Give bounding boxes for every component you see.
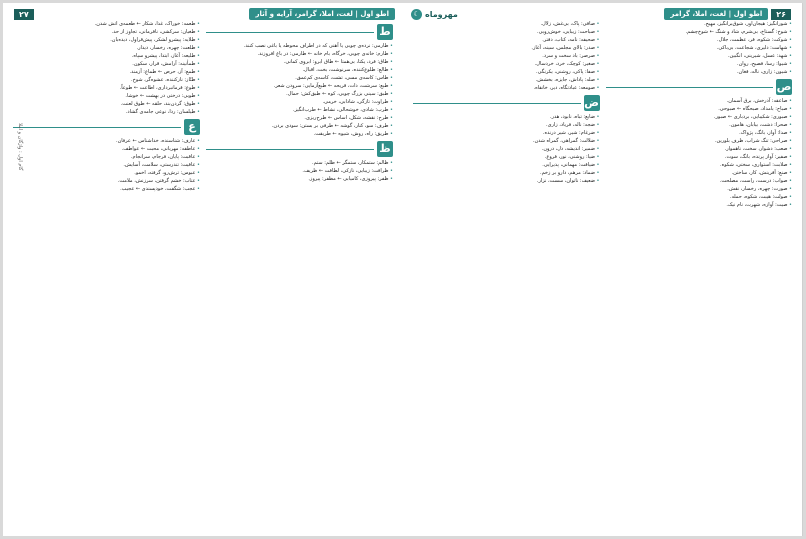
vocab-entry: • طارمی: نرده‌ی چوبی یا آهنی که در اطراف محوطه یا باغی نصب کنند. [206, 43, 393, 50]
section-letter-ta: ط [377, 24, 393, 40]
right-col-1 [206, 21, 393, 530]
left-page-header [411, 7, 794, 21]
vocab-entry: • طلایه: پیشرو لشکر، پیش‌قراول، دیده‌بان. [13, 37, 200, 44]
vocab-entry: • شوخ: گستاخ، بی‌شرم، شاد و شنگ ← شوخ‌چشم. [606, 29, 793, 36]
right-page [3, 3, 403, 536]
vocab-entry: • طرب: شادی، خوشحالی، نشاط ← طرب‌انگیز. [206, 107, 393, 114]
vocab-entry: • شیون: زاری، ناله، فغان. [606, 69, 793, 76]
vocab-entry: • صباحت: زیبایی، خوش‌رویی. [413, 29, 600, 36]
right-columns [13, 21, 393, 530]
vocab-entry: • ضعیف: ناتوان، سست، نزار. [413, 178, 600, 185]
vocab-entry: • شورانگیز: هیجان‌آور، شوق‌برانگیز، مهیج. [606, 21, 793, 28]
vocab-entry: • عتاب: خشم گرفتن، سرزنش، ملامت. [13, 178, 200, 185]
section-header-eyn [13, 119, 200, 135]
vocab-entry: • عبوس: ترش‌رو، گرفته، اخمو. [13, 170, 200, 177]
vocab-entry: • طمع: آز، حرص ← طماع: آزمند. [13, 69, 200, 76]
vocab-entry: • شهامت: دلیری، شجاعت، بی‌باکی. [606, 45, 793, 52]
left-col-1 [606, 21, 793, 530]
entry-list-sh [606, 21, 793, 76]
section-header-ta [206, 24, 393, 40]
vocab-entry: • عجب: شگفت، خودپسندی ← عجیب. [13, 186, 200, 193]
vocab-entry: • صفا: پاکی، روشنی، یکرنگی. [413, 69, 600, 76]
section-rule [13, 127, 181, 128]
vocab-entry: • صواب: درست، راست، مصلحت. [606, 178, 793, 185]
vocab-entry: • طالع: طلوع‌کننده، سرنوشت، بخت، اقبال. [206, 67, 393, 74]
vocab-entry: • صافی: پاک، بی‌غش، زلال. [413, 21, 600, 28]
right-sidenote: گام اول : واژگان و املا [17, 123, 23, 171]
vocab-entry: • طارم: خانه‌ی چوبی، خرگاه، بام خانه ← طارمی: در باغ افروزند. [206, 51, 393, 58]
vocab-entry: • صولت: هیبت، شکوه، حمله. [606, 194, 793, 201]
vocab-entry: • عاطفه: مهربانی، محبت ← عواطف. [13, 146, 200, 153]
vocab-entry: • طنّاز: نازکننده، عشوه‌گر، شوخ. [13, 77, 200, 84]
left-page-number: ۲۶ [771, 9, 791, 20]
section-letter-eyn: ع [184, 119, 200, 135]
brand-logo [411, 9, 458, 20]
entry-list-ta-2 [13, 21, 200, 116]
entry-list-za [206, 160, 393, 183]
section-letter-za: ظ [377, 141, 393, 157]
vocab-entry: • صاعقه: آذرخش، برق آسمان. [606, 98, 793, 105]
left-header-title: اطو اول | لغت، املا، گرامر [664, 8, 768, 20]
vocab-entry: • طوبی: درختی در بهشت ← خوشا. [13, 93, 200, 100]
vocab-entry: • صفیر: آواز پرنده، بانگ، سوت. [606, 154, 793, 161]
vocab-entry: • صراحی: تنگ شراب، ظرف بلورین. [606, 138, 793, 145]
vocab-entry: • صیت: آوازه، شهرت، نام نیک. [606, 202, 793, 209]
entry-list-ta-1 [206, 43, 393, 138]
section-header-sad [606, 79, 793, 95]
vocab-entry: • شهد: عسل، شیرینی، انگبین. [606, 53, 793, 60]
book-spread [3, 3, 803, 536]
vocab-entry: • طلیعه: آغاز، ابتدا، پیشرو سپاه. [13, 53, 200, 60]
vocab-entry: • طغیان: سرکشی، نافرمانی، تجاوز از حد. [13, 29, 200, 36]
vocab-entry: • طیلسان: ردا، نوعی جامه‌ی گشاد. [13, 109, 200, 116]
vocab-entry: • طرف: سو، کنار، گوشه ← طرفی بر بستن: سودی بردن. [206, 123, 393, 130]
vocab-entry: • طاس: کاسه‌ی مسی، تشت، کاسه‌ی کم‌عمق. [206, 75, 393, 82]
vocab-entry: • صبوری: شکیبایی، بردباری ← صبور. [606, 114, 793, 121]
vocab-entry: • صورت: چهره، رخسار، نقش. [606, 186, 793, 193]
vocab-entry: • ضیافت: مهمانی، پذیرایی. [413, 162, 600, 169]
vocab-entry: • صله: پاداش، جایزه، بخشش. [413, 77, 600, 84]
left-page [403, 3, 803, 536]
vocab-entry: • طبق: سینی بزرگ چوبی، کوه ← طبق‌کش: حمال. [206, 91, 393, 98]
vocab-entry: • صرصر: باد سخت و سرد. [413, 53, 600, 60]
section-rule [206, 149, 374, 150]
vocab-entry: • طاق: فرد، یکتا، بی‌همتا ← طاق ابرو: ابروی کمانی. [206, 59, 393, 66]
vocab-entry: • صدر: بالای مجلس، سینه، آغاز. [413, 45, 600, 52]
vocab-entry: • صحیفه: نامه، کتاب، دفتر. [413, 37, 600, 44]
vocab-entry: • طلعت: چهره، رخسار، دیدار. [13, 45, 200, 52]
vocab-entry: • شوکت: شکوه، فر، عظمت، جلال. [606, 37, 793, 44]
vocab-entry: • ضایع: تباه، نابود، هدر. [413, 114, 600, 121]
vocab-entry: • طریق: راه، روش، شیوه ← طریقت. [206, 131, 393, 138]
vocab-entry: • صنع: آفرینش، کار، ساختن. [606, 170, 793, 177]
vocab-entry: • صدا: آواز، بانگ، پژواک. [606, 130, 793, 137]
vocab-entry: • شیوا: رسا، فصیح، روان. [606, 61, 793, 68]
right-page-header [11, 7, 395, 21]
vocab-entry: • صعب: دشوار، سخت، ناهموار. [606, 146, 793, 153]
vocab-entry: • طمأنینه: آرامش، قرار، سکون. [13, 61, 200, 68]
vocab-entry: • عارف: شناسنده، خداشناس ← عرفان. [13, 138, 200, 145]
vocab-entry: • طبع: سرشت، ذات، قریحه ← طبع‌آزمایی: سرودن شعر. [206, 83, 393, 90]
section-rule [606, 87, 774, 88]
vocab-entry: • صلابت: استواری، سختی، شکوه. [606, 162, 793, 169]
section-letter-sad: ص [776, 80, 792, 94]
vocab-entry: • طوع: فرمانبرداری، اطاعت ← طوعاً. [13, 85, 200, 92]
vocab-entry: • طراوت: تازگی، شادابی، خرمی. [206, 99, 393, 106]
vocab-entry: • صباح: بامداد، صبحگاه ← صبوحی. [606, 106, 793, 113]
section-header-zad [413, 95, 600, 111]
moon-icon: ☾ [411, 9, 422, 20]
entry-list-eyn [13, 138, 200, 193]
right-header-title: اطو اول | لغت، املا، گرامر، آرایه و آثار [249, 8, 395, 20]
vocab-entry: • ظفر: پیروزی، کامیابی ← مظفر: پیروز. [206, 176, 393, 183]
right-col-2 [13, 21, 200, 530]
vocab-entry: • ظرافت: زیبایی، نازکی، لطافت ← ظریف. [206, 168, 393, 175]
vocab-entry: • ظالم: ستمکار، ستمگر ← ظلم: ستم. [206, 160, 393, 167]
vocab-entry: • طرح: نقشه، شکل، اساس ← طرح‌ریزی. [206, 115, 393, 122]
section-rule [206, 32, 374, 33]
vocab-entry: • عافیت: تندرستی، سلامت، آسایش. [13, 162, 200, 169]
left-col-2 [413, 21, 600, 530]
entry-list-sad-1 [606, 98, 793, 209]
vocab-entry: • ضماد: مرهم، دارو بر زخم. [413, 170, 600, 177]
entry-list-sad-2 [413, 21, 600, 92]
vocab-entry: • عاقبت: پایان، فرجام، سرانجام. [13, 154, 200, 161]
right-page-number: ۲۷ [14, 9, 34, 20]
left-columns [413, 21, 792, 530]
vocab-entry: • طعمه: خوراک، غذا، شکار ← طعمه‌ی آتش شدن. [13, 21, 200, 28]
vocab-entry: • ضرغام: شیر، شیر درنده. [413, 130, 600, 137]
vocab-entry: • ضلالت: گمراهی، گمراه شدن. [413, 138, 600, 145]
vocab-entry: • طوق: گردن‌بند، حلقه ← طوق لعنت. [13, 101, 200, 108]
vocab-entry: • صحرا: دشت، بیابان، هامون. [606, 122, 793, 129]
section-rule [413, 103, 581, 104]
vocab-entry: • صغیر: کوچک، خرد، خردسال. [413, 61, 600, 68]
section-header-za [206, 141, 393, 157]
vocab-entry: • ضیا: روشنی، نور، فروغ. [413, 154, 600, 161]
entry-list-zad [413, 114, 600, 185]
vocab-entry: • صومعه: عبادتگاه، دیر، خانقاه. [413, 85, 600, 92]
vocab-entry: • ضمیر: اندیشه، دل، درون. [413, 146, 600, 153]
vocab-entry: • ضجه: ناله، فریاد، زاری. [413, 122, 600, 129]
section-letter-zad: ض [584, 96, 599, 110]
brand-name: مهروماه [425, 9, 458, 19]
